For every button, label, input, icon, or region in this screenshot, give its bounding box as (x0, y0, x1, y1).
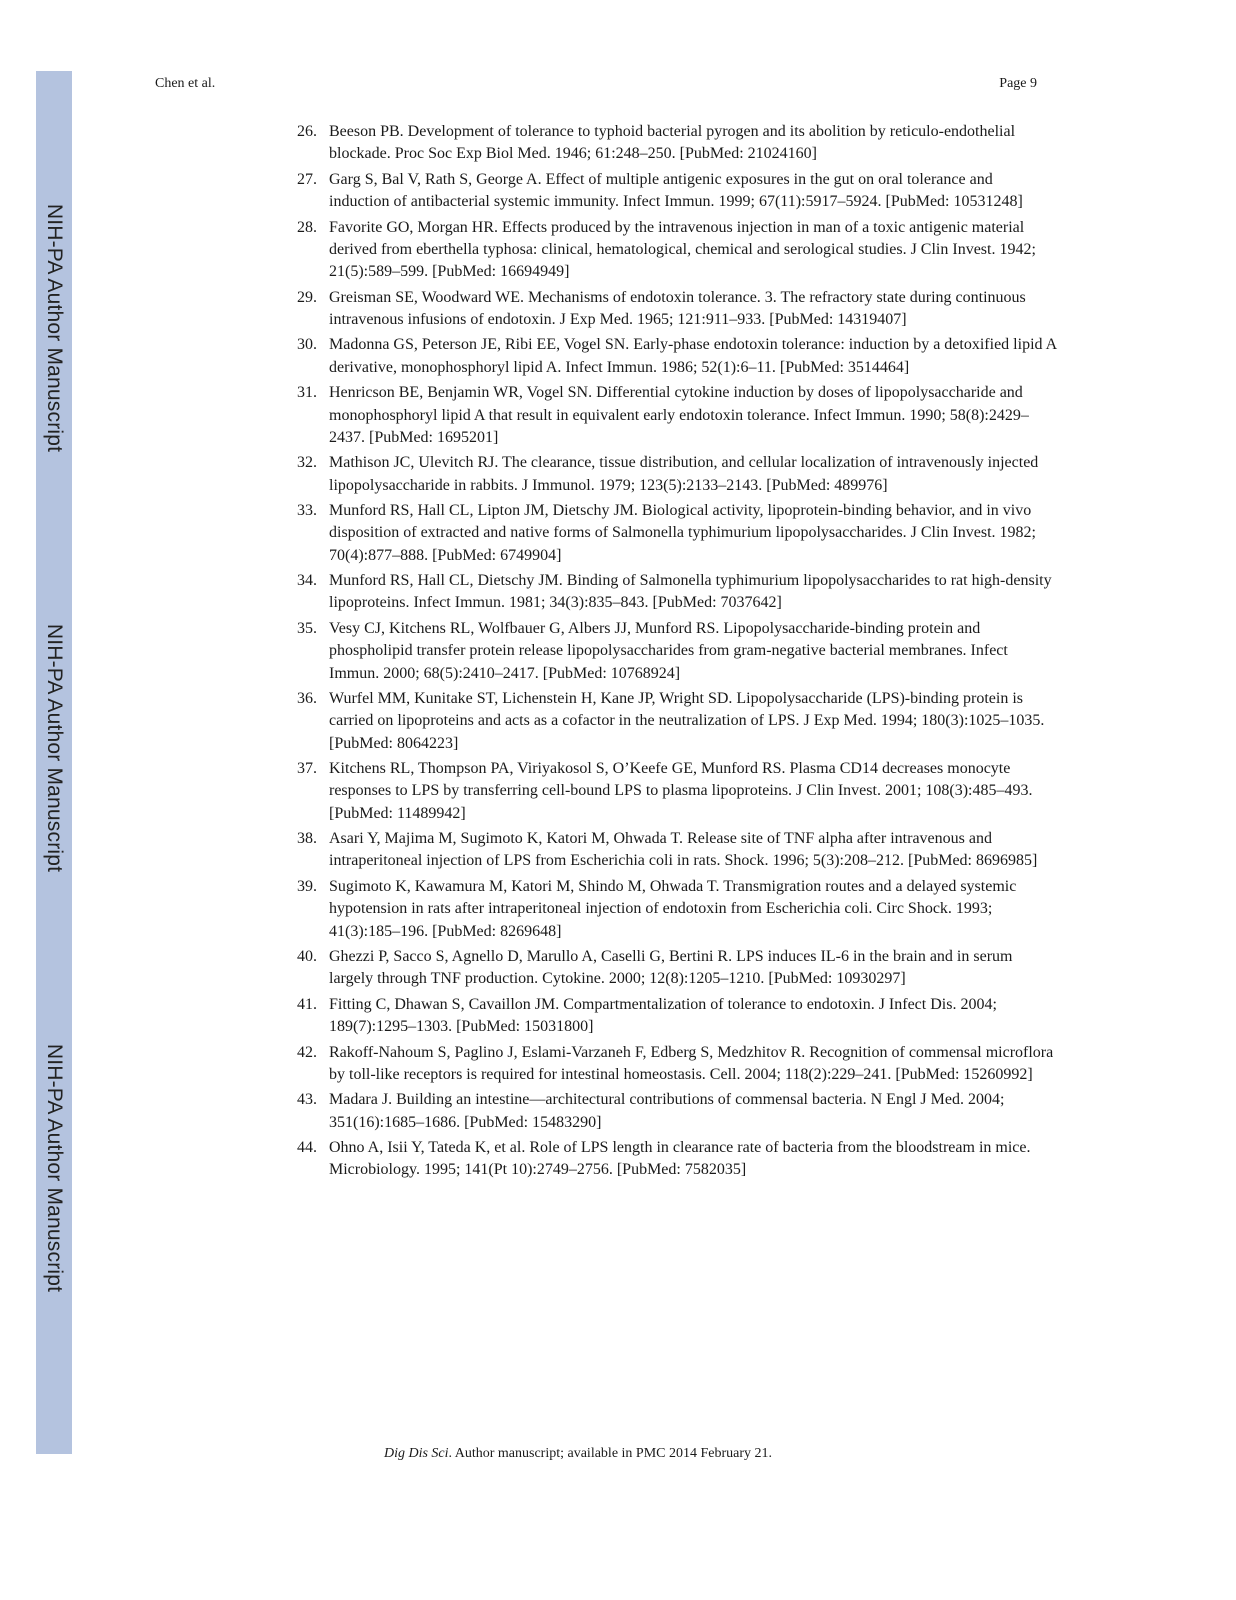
reference-number: 30. (297, 336, 317, 354)
reference-entry (297, 217, 1057, 284)
reference-text: Rakoff-Nahoum S, Paglino J, Eslami-Varzaneh F, Edberg S, Medzhitov R. Recognition of commensal microflora by toll-like receptors is required for intestinal homeostasis. Cell. 2004; 118(2):229–241. [PubMed: 15260992] (329, 1043, 1054, 1083)
reference-entry (297, 1089, 1057, 1134)
reference-number: 31. (297, 384, 317, 402)
running-head-page-number: Page 9 (999, 76, 1037, 91)
reference-number: 29. (297, 288, 317, 306)
reference-number: 40. (297, 948, 317, 966)
reference-entry (297, 1137, 1057, 1182)
reference-text: Madonna GS, Peterson JE, Ribi EE, Vogel SN. Early-phase endotoxin tolerance: induction by a detoxified lipid A derivative, monophosphoryl lipid A. Infect Immun. 1986; 52(1):6–11. [PubMed: 3514464] (329, 336, 1057, 376)
page-footer (0, 1446, 1236, 1462)
reference-entry (297, 994, 1057, 1039)
reference-text: Ghezzi P, Sacco S, Agnello D, Marullo A, Caselli G, Bertini R. LPS induces IL-6 in the brain and in serum largely through TNF production. Cytokine. 2000; 12(8):1205–1210. [PubMed: 10930297] (329, 948, 1013, 988)
reference-entry (297, 382, 1057, 449)
reference-number: 32. (297, 454, 317, 472)
reference-entry (297, 1042, 1057, 1087)
reference-number: 33. (297, 502, 317, 520)
reference-text: Kitchens RL, Thompson PA, Viriyakosol S, O’Keefe GE, Munford RS. Plasma CD14 decreases monocyte responses to LPS by transferring cell-bound LPS to plasma lipoproteins. J Clin Invest. 2001; 108(3):485–493. [PubMed: 11489942] (329, 760, 1033, 822)
footer-journal-name: Dig Dis Sci (383, 1446, 449, 1461)
reference-text: Beeson PB. Development of tolerance to typhoid bacterial pyrogen and its abolition by reticulo-endothelial blockade. Proc Soc Exp Biol Med. 1946; 61:248–250. [PubMed: 21024160] (329, 123, 1016, 163)
reference-number: 35. (297, 619, 317, 637)
reference-entry (297, 500, 1057, 567)
reference-text: Mathison JC, Ulevitch RJ. The clearance, tissue distribution, and cellular localization of intravenously injected lipopolysaccharide in rabbits. J Immunol. 1979; 123(5):2133–2143. [PubMed: 489976] (329, 454, 1039, 494)
reference-text: Ohno A, Isii Y, Tateda K, et al. Role of LPS length in clearance rate of bacteria from the bloodstream in mice. Microbiology. 1995; 141(Pt 10):2749–2756. [PubMed: 7582035] (329, 1139, 1031, 1179)
reference-number: 44. (297, 1139, 317, 1157)
reference-entry (297, 169, 1057, 214)
reference-entry (297, 828, 1057, 873)
reference-list (297, 121, 1057, 1185)
running-head-author: Chen et al. (155, 76, 216, 91)
reference-entry (297, 876, 1057, 943)
reference-entry (297, 570, 1057, 615)
reference-text: Madara J. Building an intestine—architectural contributions of commensal bacteria. N Engl J Med. 2004; 351(16):1685–1686. [PubMed: 15483290] (329, 1091, 1005, 1131)
reference-number: 42. (297, 1043, 317, 1061)
reference-text: Munford RS, Hall CL, Lipton JM, Dietschy JM. Biological activity, lipoprotein-binding behavior, and in vivo disposition of extracted and native forms of Salmonella typhimurium lipopolysaccharides. J Clin Invest. 1982; 70(4):877–888. [PubMed: 6749904] (329, 502, 1036, 564)
reference-entry (297, 452, 1057, 497)
reference-entry (297, 618, 1057, 685)
reference-number: 39. (297, 877, 317, 895)
reference-text: Wurfel MM, Kunitake ST, Lichenstein H, Kane JP, Wright SD. Lipopolysaccharide (LPS)-binding protein is carried on lipoproteins and acts as a cofactor in the neutralization of LPS. J Exp Med. 1994; 180(3):1025–1035. [PubMed: 8064223] (329, 690, 1045, 752)
reference-text: Sugimoto K, Kawamura M, Katori M, Shindo M, Ohwada T. Transmigration routes and a delayed systemic hypotension in rats after intraperitoneal injection of endotoxin from Escherichia coli. Circ Shock. 1993; 41(3):185–196. [PubMed: 8269648] (329, 877, 1017, 940)
reference-number: 41. (297, 995, 317, 1013)
reference-entry (297, 688, 1057, 755)
reference-entry (297, 946, 1057, 991)
reference-text: Vesy CJ, Kitchens RL, Wolfbauer G, Albers JJ, Munford RS. Lipopolysaccharide-binding protein and phospholipid transfer protein release lipopolysaccharides from gram-negative bacterial membranes. Infect Immun. 2000; 68(5):2410–2417. [PubMed: 10768924] (329, 619, 1008, 682)
reference-text: Henricson BE, Benjamin WR, Vogel SN. Differential cytokine induction by doses of lipopolysaccharide and monophosphoryl lipid A that result in equivalent early endotoxin tolerance. Infect Immun. 1990; 58(8):2429–2437. [PubMed: 1695201] (329, 384, 1029, 446)
reference-entry (297, 121, 1057, 166)
reference-entry (297, 287, 1057, 332)
footer-availability-note: . Author manuscript; available in PMC 2014 February 21. (448, 1446, 773, 1461)
reference-number: 38. (297, 830, 317, 848)
reference-number: 26. (297, 123, 317, 140)
reference-text: Garg S, Bal V, Rath S, George A. Effect of multiple antigenic exposures in the gut on oral tolerance and induction of antibacterial systemic immunity. Infect Immun. 1999; 67(11):5917–5924. [PubMed: 10531248] (329, 170, 1023, 211)
reference-text: Asari Y, Majima M, Sugimoto K, Katori M, Ohwada T. Release site of TNF alpha after intravenous and intraperitoneal injection of LPS from Escherichia coli in rats. Shock. 1996; 5(3):208–212. [PubMed: 8696985] (329, 830, 1038, 870)
reference-number: 28. (297, 218, 317, 236)
reference-text: Fitting C, Dhawan S, Cavaillon JM. Compartmentalization of tolerance to endotoxin. J Infect Dis. 2004; 189(7):1295–1303. [PubMed: 15031800] (329, 995, 997, 1036)
reference-entry (297, 758, 1057, 825)
reference-number: 36. (297, 690, 317, 707)
reference-entry (297, 334, 1057, 379)
reference-text: Favorite GO, Morgan HR. Effects produced by the intravenous injection in man of a toxic antigenic material derived from eberthella typhosa: clinical, hematological, chemical and serological studies. J Clin Invest. 1942; 21(5):589–599. [PubMed: 16694949] (329, 218, 1036, 281)
reference-number: 27. (297, 170, 317, 188)
reference-number: 43. (297, 1091, 317, 1109)
reference-text: Greisman SE, Woodward WE. Mechanisms of endotoxin tolerance. 3. The refractory state during continuous intravenous infusions of endotoxin. J Exp Med. 1965; 121:911–933. [PubMed: 14319407] (329, 288, 1026, 328)
reference-text: Munford RS, Hall CL, Dietschy JM. Binding of Salmonella typhimurium lipopolysaccharides to rat high-density lipoproteins. Infect Immun. 1981; 34(3):835–843. [PubMed: 7037642] (329, 572, 1052, 612)
reference-number: 37. (297, 760, 317, 778)
reference-number: 34. (297, 572, 317, 590)
